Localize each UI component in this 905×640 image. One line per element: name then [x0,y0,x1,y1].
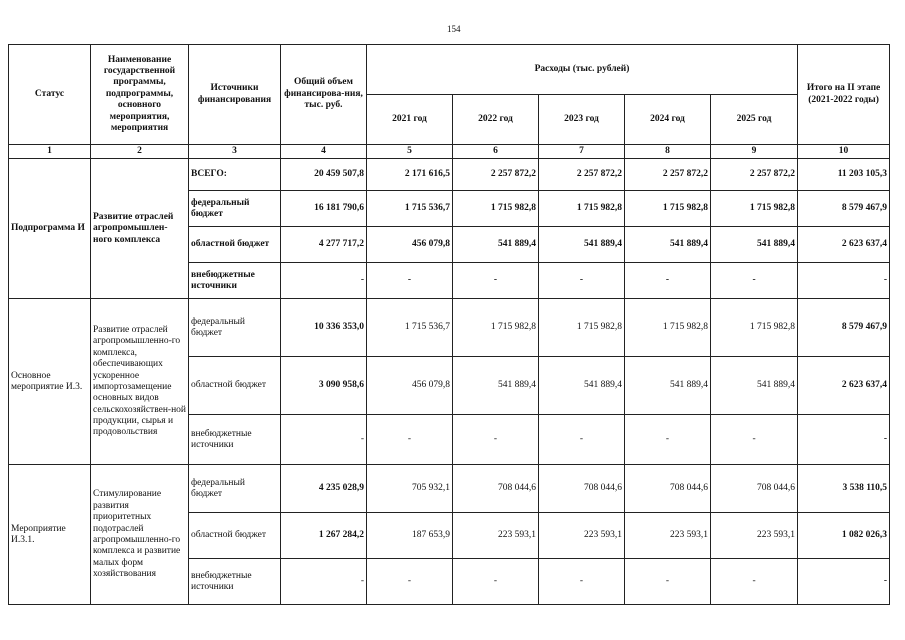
source-cell: областной бюджет [189,357,281,415]
year-value: - [539,559,625,605]
source-cell: федеральный бюджет [189,465,281,513]
header-name: Наименование государственной программы, подпрограммы, основного мероприятия, мероприятия [91,45,189,145]
table-row [9,465,890,513]
year-value: 187 653,9 [367,513,453,559]
itogo-cell: 11 203 105,3 [798,159,890,191]
total-cell: 3 090 958,6 [281,357,367,415]
year-value: 223 593,1 [625,513,711,559]
year-value: - [453,263,539,299]
financing-table [8,44,890,605]
name-cell: Стимулирование развития приоритетных подотраслей агропромышленно-го комплекса и развитие малых форм хозяйствования [91,465,189,605]
col-number: 8 [625,145,711,159]
year-value: - [367,263,453,299]
year-value: 223 593,1 [539,513,625,559]
year-value: 1 715 982,8 [453,191,539,227]
total-cell: 20 459 507,8 [281,159,367,191]
year-value: 541 889,4 [711,357,798,415]
year-value: - [711,415,798,465]
header-sources: Источники финансирования [189,45,281,145]
source-cell: федеральный бюджет [189,299,281,357]
status-cell: Подпрограмма И [9,159,91,299]
source-cell: областной бюджет [189,227,281,263]
itogo-cell: - [798,559,890,605]
status-cell: Мероприятие И.3.1. [9,465,91,605]
itogo-cell: 8 579 467,9 [798,191,890,227]
year-value: 1 715 982,8 [539,191,625,227]
source-cell: внебюджетные источники [189,263,281,299]
header-year: 2021 год [367,95,453,145]
year-value: 1 715 982,8 [625,299,711,357]
year-value: 1 715 982,8 [625,191,711,227]
year-value: - [625,415,711,465]
year-value: 2 257 872,2 [711,159,798,191]
year-value: 708 044,6 [625,465,711,513]
itogo-cell: 2 623 637,4 [798,357,890,415]
total-cell: - [281,263,367,299]
source-cell: ВСЕГО: [189,159,281,191]
year-value: 708 044,6 [453,465,539,513]
total-cell: - [281,559,367,605]
total-cell: 16 181 790,6 [281,191,367,227]
itogo-cell: - [798,415,890,465]
col-number: 6 [453,145,539,159]
year-value: 541 889,4 [453,357,539,415]
col-number: 4 [281,145,367,159]
year-value: - [367,559,453,605]
year-value: 2 257 872,2 [539,159,625,191]
year-value: 1 715 982,8 [711,299,798,357]
total-cell: - [281,415,367,465]
year-value: 1 715 982,8 [539,299,625,357]
col-number: 2 [91,145,189,159]
year-value: - [453,415,539,465]
header-status: Статус [9,45,91,145]
year-value: 541 889,4 [711,227,798,263]
year-value: 1 715 982,8 [711,191,798,227]
year-value: 2 257 872,2 [625,159,711,191]
itogo-cell: 1 082 026,3 [798,513,890,559]
total-cell: 1 267 284,2 [281,513,367,559]
year-value: 456 079,8 [367,357,453,415]
year-value: 541 889,4 [539,227,625,263]
year-value: 2 257 872,2 [453,159,539,191]
col-number: 1 [9,145,91,159]
year-value: 705 932,1 [367,465,453,513]
year-value: 541 889,4 [625,357,711,415]
year-value: 223 593,1 [453,513,539,559]
total-cell: 10 336 353,0 [281,299,367,357]
year-value: 541 889,4 [453,227,539,263]
name-cell: Развитие отраслей агропромышленно-го комплекса, обеспечивающих ускоренное импортозамещение основных видов сельскохозяйствен-ной продукции, сырья и продовольствия [91,299,189,465]
status-cell: Основное мероприятие И.3. [9,299,91,465]
year-value: - [539,263,625,299]
header-expenses: Расходы (тыс. рублей) [367,45,798,95]
year-value: 1 715 536,7 [367,299,453,357]
year-value: - [711,559,798,605]
source-cell: федеральный бюджет [189,191,281,227]
year-value: - [539,415,625,465]
header-row-1 [9,45,890,95]
source-cell: внебюджетные источники [189,415,281,465]
source-cell: внебюджетные источники [189,559,281,605]
year-value: 541 889,4 [625,227,711,263]
year-value: - [625,559,711,605]
header-year: 2024 год [625,95,711,145]
table-row [9,159,890,191]
name-cell: Развитие отраслей агропромышлен-ного комплекса [91,159,189,299]
year-value: - [625,263,711,299]
itogo-cell: - [798,263,890,299]
table-row [9,299,890,357]
col-number: 7 [539,145,625,159]
col-number: 5 [367,145,453,159]
header-year: 2022 год [453,95,539,145]
col-number: 3 [189,145,281,159]
total-cell: 4 235 028,9 [281,465,367,513]
year-value: 223 593,1 [711,513,798,559]
year-value: 708 044,6 [539,465,625,513]
col-number: 9 [711,145,798,159]
total-cell: 4 277 717,2 [281,227,367,263]
itogo-cell: 8 579 467,9 [798,299,890,357]
header-year: 2023 год [539,95,625,145]
col-number: 10 [798,145,890,159]
year-value: - [453,559,539,605]
year-value: 1 715 536,7 [367,191,453,227]
header-year: 2025 год [711,95,798,145]
year-value: 541 889,4 [539,357,625,415]
header-total: Общий объем финансирова-ния, тыс. руб. [281,45,367,145]
header-itogo: Итого на II этапе (2021-2022 годы) [798,45,890,145]
year-value: 708 044,6 [711,465,798,513]
source-cell: областной бюджет [189,513,281,559]
itogo-cell: 3 538 110,5 [798,465,890,513]
year-value: - [367,415,453,465]
year-value: 2 171 616,5 [367,159,453,191]
year-value: - [711,263,798,299]
column-numbers-row [9,145,890,159]
page-number: 154 [447,24,461,34]
year-value: 456 079,8 [367,227,453,263]
year-value: 1 715 982,8 [453,299,539,357]
itogo-cell: 2 623 637,4 [798,227,890,263]
